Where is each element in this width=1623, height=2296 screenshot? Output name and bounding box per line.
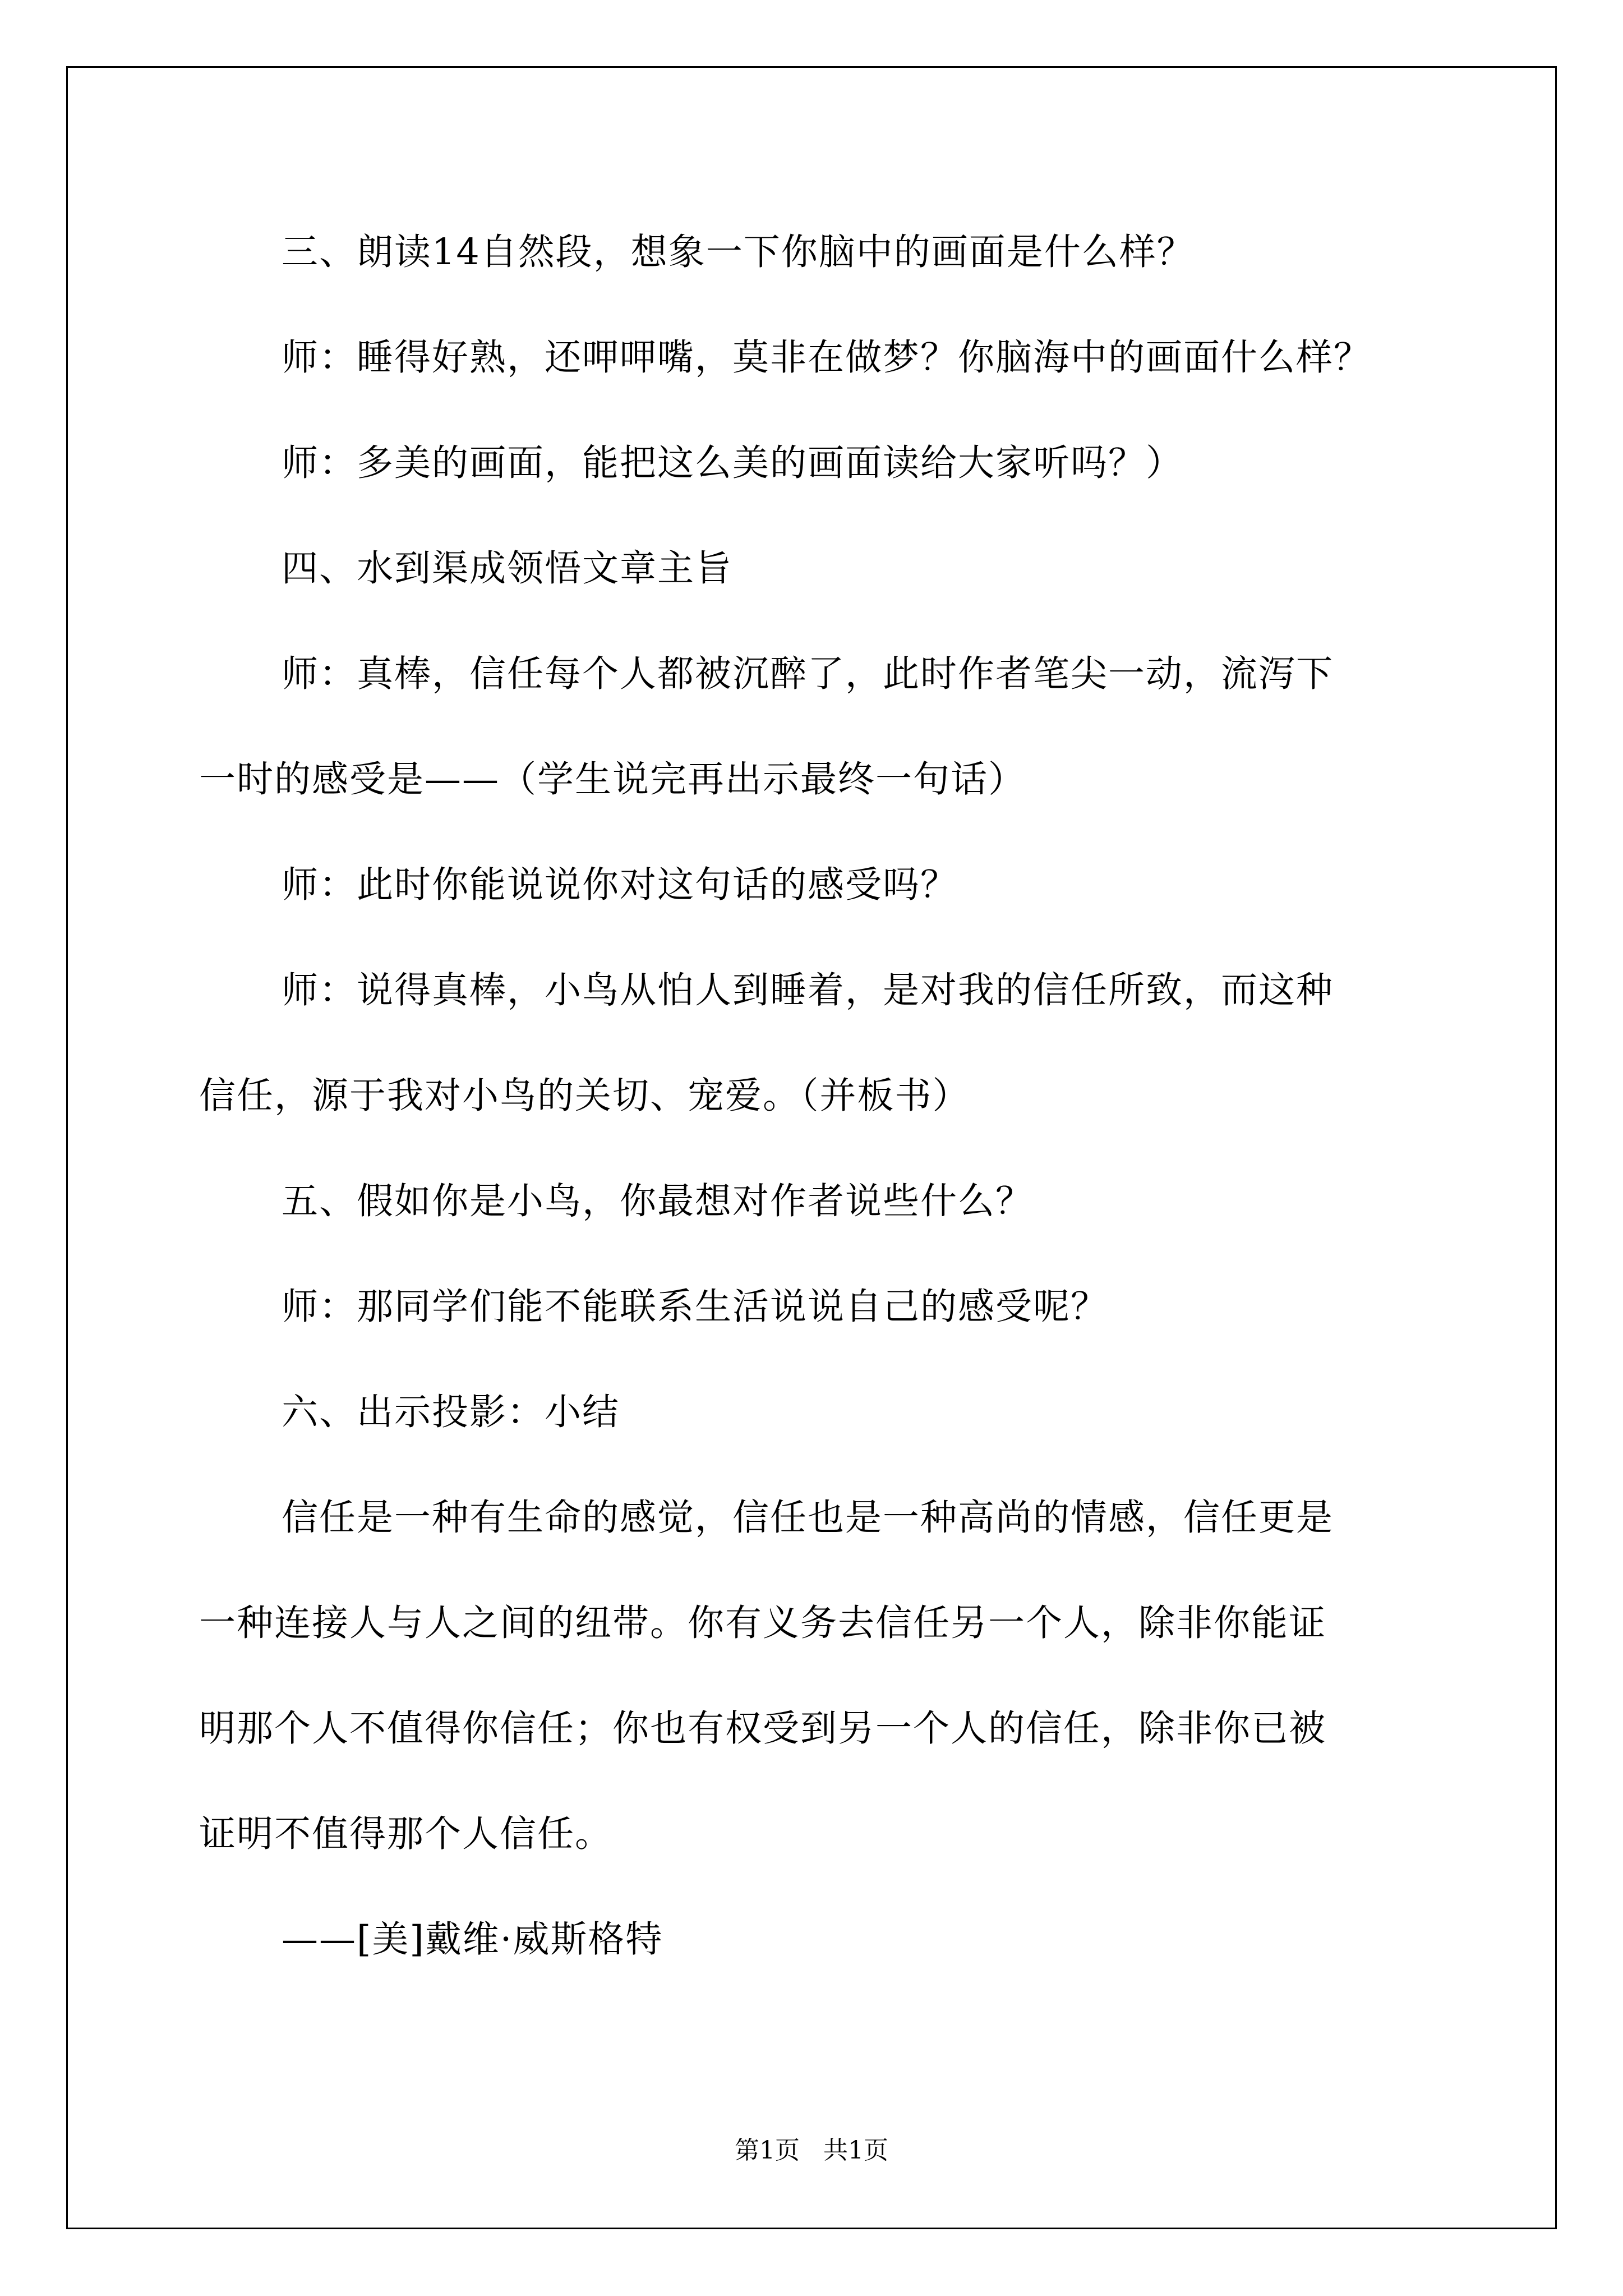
page-number-footer: 第1页 共1页 — [735, 2136, 888, 2165]
paragraph-5-line-1: 师：真棒，信任每个人都被沉醉了，此时作者笔尖一动，流泻下 — [282, 653, 1334, 695]
quote-line-2: 一种连接人与人之间的纽带。你有义务去信任另一个人，除非你能证 — [199, 1602, 1327, 1644]
paragraph-10: 六、出示投影：小结 — [282, 1391, 620, 1433]
paragraph-6: 师：此时你能说说你对这句话的感受吗？ — [282, 864, 958, 906]
quote-line-1: 信任是一种有生命的感觉，信任也是一种高尚的情感，信任更是 — [282, 1497, 1334, 1539]
quote-attribution: ——[美]戴维·威斯格特 — [282, 1918, 663, 1961]
paragraph-3: 师：多美的画面，能把这么美的画面读给大家听吗？） — [282, 442, 1184, 484]
paragraph-2: 师：睡得好熟，还呷呷嘴，莫非在做梦？你脑海中的画面什么样？ — [282, 337, 1372, 379]
paragraph-7-line-2: 信任，源于我对小鸟的关切、宠爱。（并板书） — [199, 1075, 970, 1117]
paragraph-7-line-1: 师：说得真棒，小鸟从怕人到睡着，是对我的信任所致，而这种 — [282, 969, 1334, 1011]
page-border — [66, 66, 1557, 2229]
paragraph-1: 三、朗读14自然段，想象一下你脑中的画面是什么样？ — [282, 231, 1195, 273]
quote-line-4: 证明不值得那个人信任。 — [199, 1813, 613, 1855]
paragraph-5-line-2: 一时的感受是——（学生说完再出示最终一句话） — [199, 758, 1026, 800]
paragraph-8: 五、假如你是小鸟，你最想对作者说些什么？ — [282, 1180, 1034, 1222]
paragraph-9: 师：那同学们能不能联系生活说说自己的感受呢？ — [282, 1286, 1109, 1328]
paragraph-4: 四、水到渠成领悟文章主旨 — [282, 547, 733, 590]
quote-line-3: 明那个人不值得你信任；你也有权受到另一个人的信任，除非你已被 — [199, 1708, 1327, 1750]
